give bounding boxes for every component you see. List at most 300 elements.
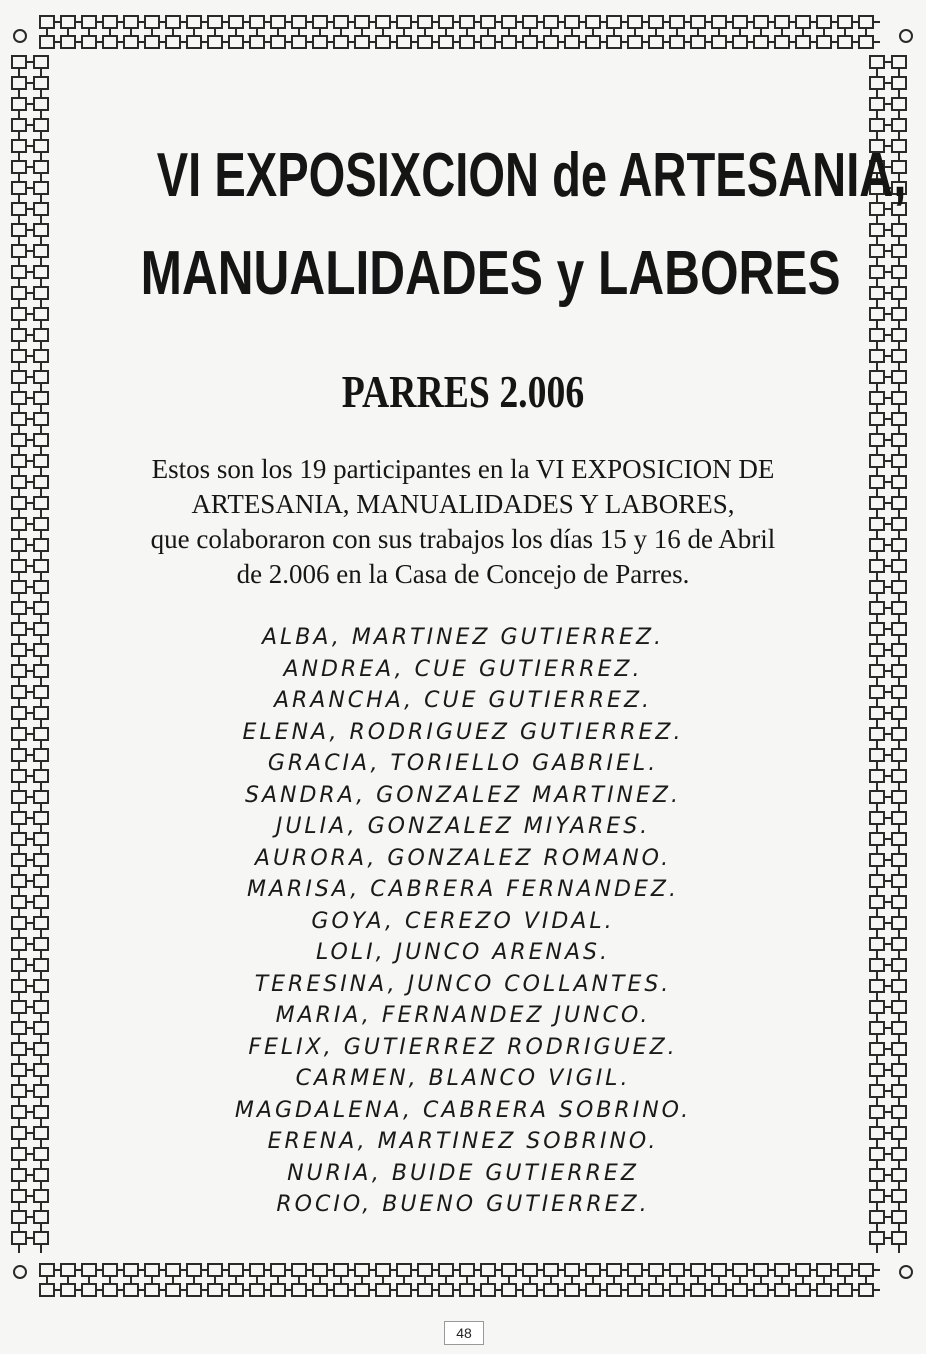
chain-link	[460, 16, 474, 28]
chain-link	[34, 938, 48, 950]
chain-link	[523, 1284, 537, 1296]
chain-link	[34, 1211, 48, 1223]
chain-link	[34, 350, 48, 362]
chain-link	[892, 602, 906, 614]
chain-link	[607, 1264, 621, 1276]
chain-link	[838, 1264, 852, 1276]
chain-link	[796, 16, 810, 28]
chain-link	[870, 560, 884, 572]
chain-link	[61, 36, 75, 48]
chain-link	[145, 36, 159, 48]
chain-link	[34, 1106, 48, 1118]
chain-link	[61, 1264, 75, 1276]
chain-link	[40, 16, 54, 28]
chain-link	[870, 812, 884, 824]
chain-link	[12, 560, 26, 572]
chain-link	[892, 266, 906, 278]
chain-link	[397, 36, 411, 48]
chain-link	[40, 1264, 54, 1276]
chain-link	[892, 749, 906, 761]
chain-link	[166, 1264, 180, 1276]
chain-link	[892, 392, 906, 404]
chain-link	[892, 56, 906, 68]
chain-link	[892, 791, 906, 803]
chain-link	[523, 16, 537, 28]
chain-link	[523, 1264, 537, 1276]
chain-link	[34, 581, 48, 593]
chain-link	[870, 476, 884, 488]
chain-link	[12, 98, 26, 110]
chain-link	[607, 16, 621, 28]
chain-link	[870, 938, 884, 950]
chain-link	[34, 224, 48, 236]
chain-link	[166, 16, 180, 28]
chain-link	[12, 539, 26, 551]
chain-link	[12, 959, 26, 971]
chain-link	[649, 1264, 663, 1276]
chain-link	[892, 1190, 906, 1202]
chain-link	[481, 1264, 495, 1276]
chain-link	[892, 539, 906, 551]
chain-link	[892, 917, 906, 929]
chain-link	[34, 959, 48, 971]
chain-link	[775, 1264, 789, 1276]
chain-link	[12, 1148, 26, 1160]
chain-link	[82, 1284, 96, 1296]
chain-link	[12, 1106, 26, 1118]
chain-link	[34, 1085, 48, 1097]
chain-link	[12, 119, 26, 131]
chain-link	[754, 1284, 768, 1296]
chain-link	[40, 1284, 54, 1296]
chain-link	[870, 329, 884, 341]
chain-link	[355, 36, 369, 48]
chain-link	[12, 644, 26, 656]
chain-link	[34, 602, 48, 614]
chain-link	[870, 728, 884, 740]
chain-link	[870, 1106, 884, 1118]
chain-link	[397, 16, 411, 28]
chain-link	[271, 1284, 285, 1296]
chain-link	[12, 287, 26, 299]
chain-link	[82, 1264, 96, 1276]
chain-link	[12, 518, 26, 530]
chain-link	[628, 1264, 642, 1276]
chain-link	[34, 119, 48, 131]
chain-link	[12, 455, 26, 467]
chain-link	[754, 36, 768, 48]
chain-link	[870, 980, 884, 992]
chain-link	[870, 623, 884, 635]
chain-link	[271, 36, 285, 48]
chain-link	[607, 36, 621, 48]
chain-link	[187, 1284, 201, 1296]
chain-link	[34, 812, 48, 824]
chain-link	[12, 581, 26, 593]
chain-link	[796, 1284, 810, 1296]
chain-link	[376, 16, 390, 28]
chain-link	[870, 497, 884, 509]
chain-link	[34, 1190, 48, 1202]
participant-name: LOLI, JUNCO ARENAS.	[315, 940, 611, 965]
chain-link	[892, 581, 906, 593]
chain-link	[892, 98, 906, 110]
chain-link	[892, 665, 906, 677]
chain-link	[124, 1264, 138, 1276]
chain-link	[34, 518, 48, 530]
participant-name: ARANCHA, CUE GUTIERREZ.	[273, 688, 653, 713]
chain-link	[892, 455, 906, 467]
chain-link	[34, 1001, 48, 1013]
chain-link	[313, 1264, 327, 1276]
chain-link	[12, 833, 26, 845]
chain-link	[439, 36, 453, 48]
chain-link	[12, 1169, 26, 1181]
chain-link	[733, 1264, 747, 1276]
chain-link	[870, 518, 884, 530]
chain-link	[397, 1284, 411, 1296]
chain-link	[870, 602, 884, 614]
chain-link	[892, 623, 906, 635]
chain-link	[292, 36, 306, 48]
chain-link	[34, 833, 48, 845]
chain-link	[376, 1264, 390, 1276]
chain-link	[892, 770, 906, 782]
chain-link	[892, 728, 906, 740]
chain-link	[870, 245, 884, 257]
chain-link	[586, 1264, 600, 1276]
chain-link	[649, 16, 663, 28]
chain-link	[12, 329, 26, 341]
chain-link	[34, 203, 48, 215]
chain-link	[870, 833, 884, 845]
chain-link	[34, 266, 48, 278]
chain-link	[12, 392, 26, 404]
chain-link	[565, 16, 579, 28]
chain-link	[12, 854, 26, 866]
chain-link	[892, 854, 906, 866]
chain-link	[870, 1169, 884, 1181]
chain-link	[859, 16, 873, 28]
chain-link	[870, 959, 884, 971]
chain-link	[870, 539, 884, 551]
chain-link	[229, 36, 243, 48]
chain-link	[870, 1085, 884, 1097]
chain-link	[124, 1284, 138, 1296]
chain-link	[870, 1001, 884, 1013]
chain-link	[870, 581, 884, 593]
chain-link	[376, 36, 390, 48]
chain-link	[34, 98, 48, 110]
chain-link	[565, 1284, 579, 1296]
chain-link	[691, 36, 705, 48]
chain-link	[439, 16, 453, 28]
chain-link	[187, 16, 201, 28]
chain-link	[334, 16, 348, 28]
chain-link	[12, 434, 26, 446]
chain-link	[870, 1043, 884, 1055]
chain-link	[460, 1284, 474, 1296]
corner-ring	[14, 30, 26, 42]
chain-link	[870, 413, 884, 425]
chain-link	[292, 1264, 306, 1276]
chain-link	[870, 665, 884, 677]
chain-link	[334, 1264, 348, 1276]
chain-link	[859, 36, 873, 48]
chain-link	[103, 36, 117, 48]
chain-link	[870, 749, 884, 761]
chain-link	[34, 287, 48, 299]
chain-link	[870, 770, 884, 782]
chain-link	[586, 16, 600, 28]
chain-link	[544, 1264, 558, 1276]
chain-link	[376, 1284, 390, 1296]
chain-link	[103, 1264, 117, 1276]
chain-link	[838, 1284, 852, 1296]
chain-link	[670, 1264, 684, 1276]
chain-link	[355, 1264, 369, 1276]
page-number: 48	[444, 1321, 484, 1345]
chain-link	[292, 16, 306, 28]
chain-link	[859, 1264, 873, 1276]
chain-link	[12, 308, 26, 320]
chain-link	[870, 308, 884, 320]
chain-link	[712, 1264, 726, 1276]
chain-link	[12, 665, 26, 677]
chain-link	[870, 56, 884, 68]
chain-link	[628, 1284, 642, 1296]
chain-link	[481, 1284, 495, 1296]
chain-link	[754, 1264, 768, 1276]
chain-link	[796, 36, 810, 48]
chain-link	[12, 770, 26, 782]
chain-link	[12, 728, 26, 740]
chain-link	[145, 1284, 159, 1296]
chain-link	[12, 1001, 26, 1013]
chain-link	[439, 1264, 453, 1276]
chain-link	[12, 812, 26, 824]
chain-link	[892, 1064, 906, 1076]
chain-link	[61, 16, 75, 28]
chain-link	[12, 413, 26, 425]
chain-link	[34, 665, 48, 677]
chain-link	[145, 16, 159, 28]
chain-link	[12, 917, 26, 929]
participant-name: CARMEN, BLANCO VIGIL.	[295, 1066, 631, 1091]
chain-link	[586, 1284, 600, 1296]
chain-link	[12, 1064, 26, 1076]
chain-link	[870, 896, 884, 908]
chain-link	[870, 875, 884, 887]
chain-link	[892, 1211, 906, 1223]
participant-name: TERESINA, JUNCO COLLANTES.	[254, 971, 672, 997]
chain-link	[34, 770, 48, 782]
chain-link	[34, 245, 48, 257]
chain-link	[12, 182, 26, 194]
chain-link	[544, 16, 558, 28]
chain-link	[439, 1284, 453, 1296]
chain-link	[34, 854, 48, 866]
chain-link	[544, 36, 558, 48]
intro-line: que colaboraron con sus trabajos los días 15 y 16 de Abril	[150, 524, 776, 554]
chain-link	[670, 16, 684, 28]
chain-link	[187, 1264, 201, 1276]
chain-link	[166, 1284, 180, 1296]
chain-link	[34, 875, 48, 887]
chain-link	[870, 287, 884, 299]
chain-link	[34, 161, 48, 173]
chain-link	[892, 476, 906, 488]
chain-link	[628, 36, 642, 48]
participant-name: GRACIA, TORIELLO GABRIEL.	[267, 751, 659, 776]
intro-paragraph	[90, 452, 836, 592]
chain-link	[870, 1190, 884, 1202]
chain-link	[481, 16, 495, 28]
chain-link	[892, 434, 906, 446]
chain-link	[34, 1127, 48, 1139]
corner-ring	[900, 1266, 912, 1278]
chain-link	[892, 938, 906, 950]
chain-link	[34, 1043, 48, 1055]
chain-link	[892, 308, 906, 320]
chain-link	[34, 140, 48, 152]
chain-link	[892, 224, 906, 236]
chain-link	[40, 36, 54, 48]
chain-link	[12, 896, 26, 908]
participants-list	[90, 622, 836, 1221]
chain-link	[12, 161, 26, 173]
chain-link	[712, 36, 726, 48]
chain-link	[870, 854, 884, 866]
chain-link	[892, 371, 906, 383]
chain-link	[12, 980, 26, 992]
chain-link	[892, 1022, 906, 1034]
chain-link	[870, 455, 884, 467]
participant-name: NURIA, BUIDE GUTIERREZ	[287, 1160, 639, 1186]
chain-link	[892, 413, 906, 425]
chain-link	[12, 56, 26, 68]
chain-link	[34, 560, 48, 572]
chain-link	[271, 16, 285, 28]
chain-link	[34, 434, 48, 446]
participant-name: ALBA, MARTINEZ GUTIERREZ.	[261, 625, 665, 650]
chain-link	[892, 1169, 906, 1181]
chain-link	[34, 980, 48, 992]
participant-name: GOYA, CEREZO VIDAL.	[311, 908, 615, 934]
chain-link	[12, 1043, 26, 1055]
chain-link	[892, 1085, 906, 1097]
chain-link	[187, 36, 201, 48]
chain-link	[892, 518, 906, 530]
chain-link	[670, 36, 684, 48]
participant-name: ANDREA, CUE GUTIERREZ.	[283, 656, 643, 682]
participant-name: JULIA, GONZALEZ MIYARES.	[275, 814, 651, 839]
chain-link	[250, 1264, 264, 1276]
chain-link	[12, 476, 26, 488]
chain-link	[481, 36, 495, 48]
corner-ring	[14, 1266, 26, 1278]
participant-name: MARISA, CABRERA FERNANDEZ.	[247, 877, 679, 902]
chain-link	[34, 476, 48, 488]
chain-link	[12, 77, 26, 89]
chain-link	[523, 36, 537, 48]
chain-link	[145, 1264, 159, 1276]
chain-link	[892, 1127, 906, 1139]
chain-link	[12, 1127, 26, 1139]
chain-link	[817, 1264, 831, 1276]
chain-link	[34, 182, 48, 194]
chain-link	[355, 16, 369, 28]
participant-name: FELIX, GUTIERREZ RODRIGUEZ.	[248, 1034, 678, 1060]
chain-link	[892, 287, 906, 299]
chain-link	[250, 1284, 264, 1296]
chain-link	[12, 245, 26, 257]
chain-link	[12, 140, 26, 152]
chain-link	[313, 36, 327, 48]
chain-link	[892, 686, 906, 698]
chain-link	[334, 36, 348, 48]
chain-link	[892, 875, 906, 887]
chain-link	[775, 16, 789, 28]
chain-link	[870, 119, 884, 131]
chain-link	[229, 1264, 243, 1276]
chain-link	[870, 917, 884, 929]
chain-link	[892, 245, 906, 257]
title-line-1: VI EXPOSIXCION de ARTESANIA,	[156, 141, 907, 210]
chain-link	[34, 539, 48, 551]
chain-link	[355, 1284, 369, 1296]
chain-link	[12, 1211, 26, 1223]
chain-link	[859, 1284, 873, 1296]
chain-link	[12, 602, 26, 614]
chain-link	[754, 16, 768, 28]
chain-link	[870, 791, 884, 803]
chain-link	[892, 959, 906, 971]
chain-link	[870, 1064, 884, 1076]
chain-link	[892, 119, 906, 131]
chain-link	[712, 1284, 726, 1296]
chain-link	[733, 36, 747, 48]
chain-link	[250, 36, 264, 48]
chain-link	[229, 1284, 243, 1296]
chain-link	[34, 917, 48, 929]
chain-link	[870, 1148, 884, 1160]
chain-link	[418, 36, 432, 48]
chain-link	[124, 16, 138, 28]
chain-link	[691, 16, 705, 28]
chain-link	[649, 1284, 663, 1296]
chain-link	[34, 791, 48, 803]
chain-link	[12, 1190, 26, 1202]
intro-line: Estos son los 19 participantes en la VI EXPOSICION DE	[151, 454, 775, 484]
chain-link	[870, 434, 884, 446]
chain-link	[892, 896, 906, 908]
chain-link	[460, 1264, 474, 1276]
chain-link	[103, 1284, 117, 1296]
chain-link	[12, 266, 26, 278]
chain-link	[870, 1232, 884, 1244]
chain-link	[870, 686, 884, 698]
chain-link	[12, 791, 26, 803]
chain-link	[565, 36, 579, 48]
chain-link	[870, 371, 884, 383]
chain-link	[34, 1148, 48, 1160]
chain-link	[34, 329, 48, 341]
chain-link	[12, 371, 26, 383]
chain-link	[12, 938, 26, 950]
chain-link	[892, 329, 906, 341]
chain-link	[870, 266, 884, 278]
